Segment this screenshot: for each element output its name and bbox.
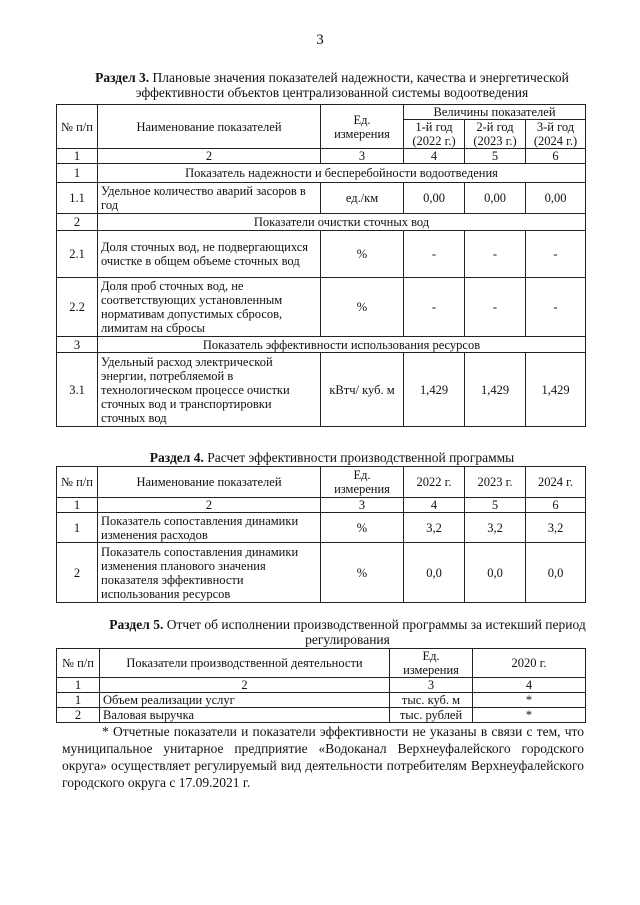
- row-value-1: 0,00: [404, 183, 465, 214]
- row-value: *: [473, 708, 586, 723]
- row-value-3: -: [526, 278, 586, 337]
- col-num-4: 4: [473, 678, 586, 693]
- table-row: [57, 708, 586, 723]
- header-year-3-year: (2024 г.): [533, 134, 578, 148]
- table-row: [57, 543, 586, 603]
- header-name: Наименование показателей: [98, 467, 321, 498]
- header-name: Показатели производственной деятельности: [100, 649, 390, 678]
- header-year-1: [404, 120, 465, 149]
- row-name: Объем реализации услуг: [100, 693, 390, 708]
- section-5-title-line1: Отчет об исполнении производственной программы за истекший период: [163, 617, 586, 632]
- col-num-6: 6: [526, 498, 586, 513]
- header-num: № п/п: [57, 649, 100, 678]
- header-year-2: 2023 г.: [465, 467, 526, 498]
- group-num: 2: [57, 214, 98, 231]
- section-5-label: Раздел 5.: [109, 617, 164, 632]
- row-value-3: 0,00: [526, 183, 586, 214]
- row-name: Доля сточных вод, не подвергающихся очистке в общем объеме сточных вод: [98, 231, 321, 278]
- row-value-2: 1,429: [465, 353, 526, 427]
- col-num-1: 1: [57, 498, 98, 513]
- row-value-3: 1,429: [526, 353, 586, 427]
- row-num: 1.1: [57, 183, 98, 214]
- row-name: Удельный расход электрической энергии, потребляемой в технологическом процессе очистки сточных вод и транспортировки сточных вод: [98, 353, 321, 427]
- row-value-2: 0,0: [465, 543, 526, 603]
- group-row: [57, 337, 586, 353]
- group-title: Показатель эффективности использования ресурсов: [98, 337, 586, 353]
- header-year-2: [465, 120, 526, 149]
- row-num: 2.2: [57, 278, 98, 337]
- row-value-1: -: [404, 278, 465, 337]
- header-year-3: [526, 120, 586, 149]
- table-row: [57, 183, 586, 214]
- table-row: [57, 278, 586, 337]
- row-value-3: 3,2: [526, 513, 586, 543]
- row-num: 3.1: [57, 353, 98, 427]
- row-unit: %: [321, 513, 404, 543]
- header-unit: Ед. измерения: [321, 467, 404, 498]
- page-number: 3: [316, 32, 324, 48]
- group-num: 3: [57, 337, 98, 353]
- row-unit: %: [321, 543, 404, 603]
- section-4-table: [56, 466, 586, 603]
- table-row: [57, 693, 586, 708]
- table-row: [57, 353, 586, 427]
- section-5-title: [70, 617, 625, 647]
- col-num-3: 3: [321, 149, 404, 164]
- section-3-table: [56, 104, 586, 427]
- col-num-4: 4: [404, 498, 465, 513]
- col-num-5: 5: [465, 498, 526, 513]
- header-year-1-year: (2022 г.): [412, 134, 456, 148]
- header-unit: Ед. измерения: [321, 105, 404, 149]
- col-num-1: 1: [57, 149, 98, 164]
- row-unit: тыс. рублей: [390, 708, 473, 723]
- column-number-row: [57, 678, 586, 693]
- row-num: 2: [57, 543, 98, 603]
- table-row: [57, 513, 586, 543]
- group-row: [57, 164, 586, 183]
- row-num: 1: [57, 693, 100, 708]
- row-name: Показатель сопоставления динамики изменения планового значения показателя эффективности использования ресурсов: [98, 543, 321, 603]
- row-unit: тыс. куб. м: [390, 693, 473, 708]
- group-title: Показатели очистки сточных вод: [98, 214, 586, 231]
- row-value-2: 3,2: [465, 513, 526, 543]
- group-row: [57, 214, 586, 231]
- header-year-3: 2024 г.: [526, 467, 586, 498]
- header-year-1-label: 1-й год: [415, 120, 453, 134]
- row-value-1: 3,2: [404, 513, 465, 543]
- header-year: 2020 г.: [473, 649, 586, 678]
- col-num-2: 2: [98, 149, 321, 164]
- section-4-label: Раздел 4.: [149, 450, 204, 465]
- group-title: Показатель надежности и бесперебойности водоотведения: [98, 164, 586, 183]
- row-value-1: 0,0: [404, 543, 465, 603]
- header-num: № п/п: [57, 467, 98, 498]
- row-name: Валовая выручка: [100, 708, 390, 723]
- footnote: [62, 723, 584, 791]
- row-unit: кВтч/ куб. м: [321, 353, 404, 427]
- section-3-label: Раздел 3.: [95, 70, 150, 85]
- header-year-1: 2022 г.: [404, 467, 465, 498]
- col-num-1: 1: [57, 678, 100, 693]
- row-num: 2: [57, 708, 100, 723]
- header-unit: Ед. измерения: [390, 649, 473, 678]
- col-num-3: 3: [321, 498, 404, 513]
- col-num-5: 5: [465, 149, 526, 164]
- section-5-title-line2: регулирования: [305, 632, 390, 647]
- section-3-title-line1: Плановые значения показателей надежности, качества и энергетической: [149, 70, 569, 85]
- footnote-text: * Отчетные показатели и показатели эффективности не указаны в связи с тем, что муниципальное унитарное предприятие «Водоканал Верхнеуфалейского городского округа» осуществляет регулируемый вид деятельности потребителям Верхнеуфалейского городского округа с 17.09.2021 г.: [62, 724, 584, 790]
- row-name: Показатель сопоставления динамики изменения расходов: [98, 513, 321, 543]
- row-unit: %: [321, 278, 404, 337]
- row-value: *: [473, 693, 586, 708]
- row-name: Доля проб сточных вод, не соответствующих установленным нормативам допустимых сбросов, лимитам на сбросы: [98, 278, 321, 337]
- header-name: Наименование показателей: [98, 105, 321, 149]
- col-num-2: 2: [100, 678, 390, 693]
- row-value-3: 0,0: [526, 543, 586, 603]
- header-year-3-label: 3-й год: [536, 120, 575, 134]
- section-3-title-line2: эффективности объектов централизованной системы водоотведения: [135, 85, 529, 100]
- table-row: [57, 231, 586, 278]
- row-name: Удельное количество аварий засоров в год: [98, 183, 321, 214]
- header-year-2-year: (2023 г.): [473, 134, 517, 148]
- col-num-2: 2: [98, 498, 321, 513]
- row-unit: ед./км: [321, 183, 404, 214]
- section-5-table: [56, 648, 586, 723]
- section-3-title: [62, 70, 602, 100]
- row-num: 2.1: [57, 231, 98, 278]
- column-number-row: [57, 498, 586, 513]
- col-num-3: 3: [390, 678, 473, 693]
- group-num: 1: [57, 164, 98, 183]
- header-values: Величины показателей: [404, 105, 586, 120]
- column-number-row: [57, 149, 586, 164]
- row-value-2: -: [465, 278, 526, 337]
- section-4-title: [62, 450, 602, 465]
- row-value-1: 1,429: [404, 353, 465, 427]
- col-num-4: 4: [404, 149, 465, 164]
- row-value-3: -: [526, 231, 586, 278]
- row-unit: %: [321, 231, 404, 278]
- row-value-1: -: [404, 231, 465, 278]
- section-4-title-text: Расчет эффективности производственной программы: [203, 450, 515, 465]
- row-value-2: -: [465, 231, 526, 278]
- row-num: 1: [57, 513, 98, 543]
- header-num: № п/п: [57, 105, 98, 149]
- header-year-2-label: 2-й год: [476, 120, 514, 134]
- col-num-6: 6: [526, 149, 586, 164]
- row-value-2: 0,00: [465, 183, 526, 214]
